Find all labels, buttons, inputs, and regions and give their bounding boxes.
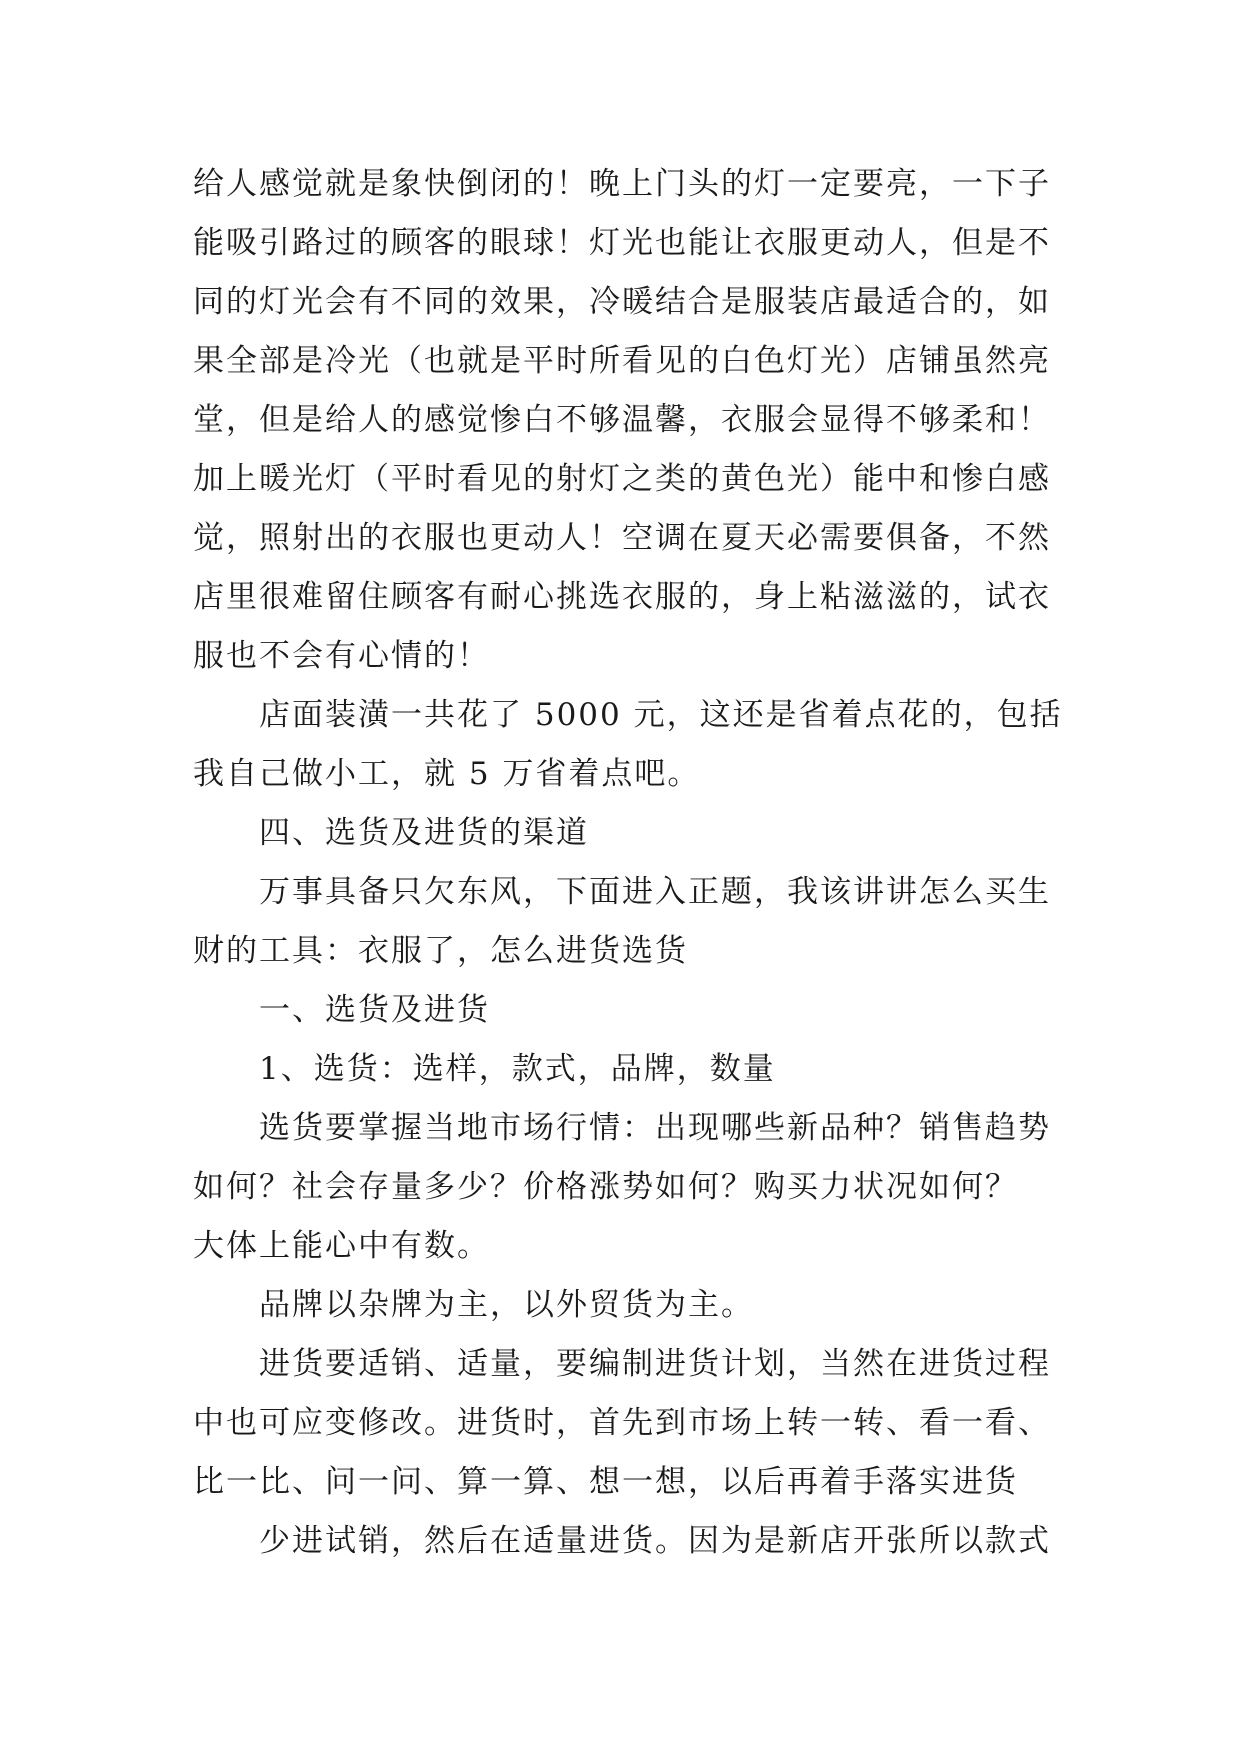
subsection-heading-choose: 1、选货：选样，款式，品牌，数量	[259, 1051, 776, 1087]
document-body	[193, 155, 1073, 1571]
text-line-11: 我自己做小工，就 5 万省着点吧。	[193, 756, 701, 792]
text-line-24: 少进试销，然后在适量进货。因为是新店开张所以款式	[259, 1523, 1051, 1559]
text-line-3: 同的灯光会有不同的效果，冷暖结合是服装店最适合的，如	[193, 284, 1051, 320]
text-line-22: 中也可应变修改。进货时，首先到市场上转一转、看一看、	[193, 1405, 1051, 1441]
text-line-1: 给人感觉就是象快倒闭的！晚上门头的灯一定要亮，一下子	[193, 166, 1051, 202]
text-line-6: 加上暖光灯（平时看见的射灯之类的黄色光）能中和惨白感	[193, 461, 1051, 497]
text-line-5: 堂，但是给人的感觉惨白不够温馨，衣服会显得不够柔和！	[193, 402, 1051, 438]
section-heading-selection: 一、选货及进货	[259, 992, 490, 1028]
text-line-19: 大体上能心中有数。	[193, 1228, 490, 1264]
text-line-18: 如何？社会存量多少？价格涨势如何？购买力状况如何？	[193, 1169, 1018, 1205]
text-line-8: 店里很难留住顾客有耐心挑选衣服的，身上粘滋滋的，试衣	[193, 579, 1051, 615]
text-line-20: 品牌以杂牌为主，以外贸货为主。	[259, 1287, 754, 1323]
text-line-23: 比一比、问一问、算一算、想一想，以后再着手落实进货	[193, 1464, 1018, 1500]
text-line-14: 财的工具：衣服了，怎么进货选货	[193, 933, 688, 969]
section-heading-channels: 四、选货及进货的渠道	[259, 815, 589, 851]
text-line-4: 果全部是冷光（也就是平时所看见的白色灯光）店铺虽然亮	[193, 343, 1051, 379]
text-line-17: 选货要掌握当地市场行情：出现哪些新品种？销售趋势	[259, 1110, 1051, 1146]
text-line-10: 店面装潢一共花了 5000 元，这还是省着点花的，包括	[259, 697, 1063, 733]
text-line-21: 进货要适销、适量，要编制进货计划，当然在进货过程	[259, 1346, 1051, 1382]
text-line-9: 服也不会有心情的！	[193, 638, 490, 674]
text-line-7: 觉，照射出的衣服也更动人！空调在夏天必需要俱备，不然	[193, 520, 1051, 556]
text-line-13: 万事具备只欠东风，下面进入正题，我该讲讲怎么买生	[259, 874, 1051, 910]
text-line-2: 能吸引路过的顾客的眼球！灯光也能让衣服更动人，但是不	[193, 225, 1051, 261]
